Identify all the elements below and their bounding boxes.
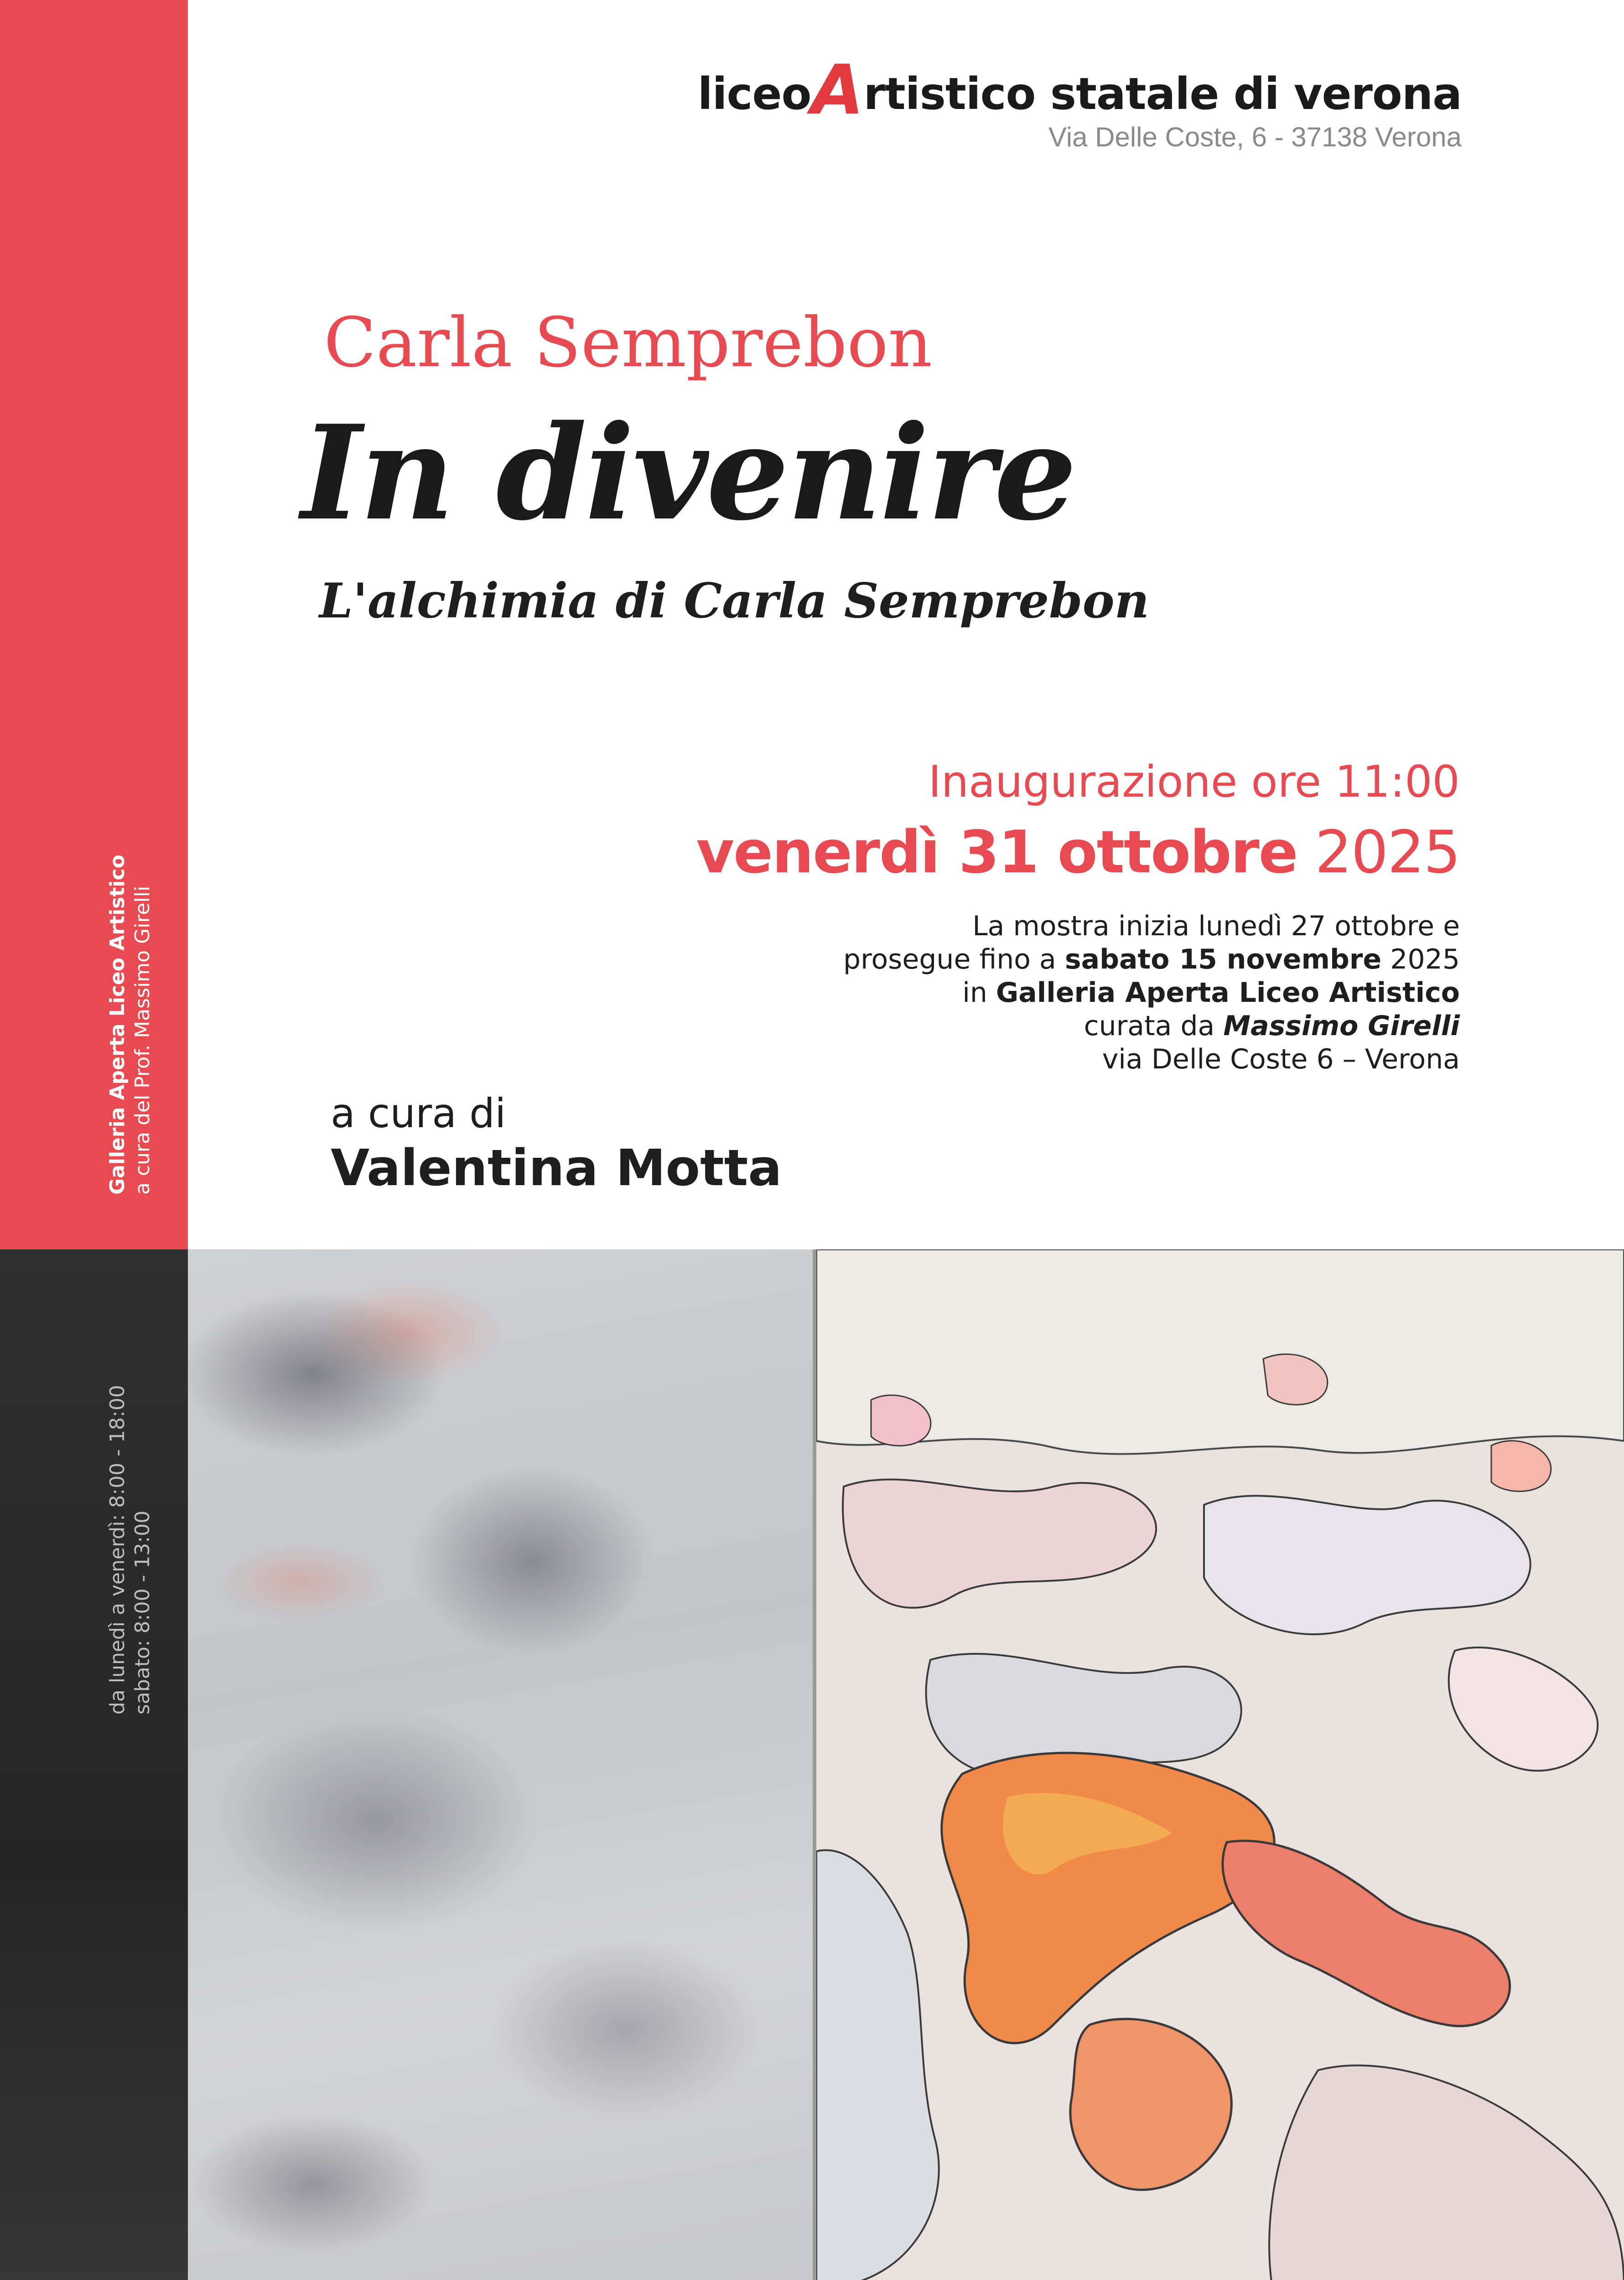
artwork-divider <box>813 1249 816 2280</box>
school-logo <box>697 51 1462 153</box>
artwork-right-panel <box>816 1249 1624 2280</box>
curator-block <box>331 1090 782 1197</box>
artwork-left-panel <box>188 1249 813 2280</box>
info-line-3: in Galleria Aperta Liceo Artistico <box>962 977 1460 1009</box>
logo-a-mark: A <box>811 51 864 130</box>
info-line-5: via Delle Coste 6 – Verona <box>1102 1043 1460 1075</box>
date-year: 2025 <box>1315 819 1460 886</box>
side-gallery-curator: a cura del Prof. Massimo Girelli <box>131 886 154 1195</box>
hours-weekday: da lunedì a venerdì: 8:00 - 18:00 <box>106 1385 129 1715</box>
side-gallery-name: Galleria Aperta Liceo Artistico <box>106 855 129 1195</box>
curator-name: Valentina Motta <box>331 1139 782 1197</box>
school-address: Via Delle Coste, 6 - 37138 Verona <box>1048 122 1462 152</box>
school-logo-wordmark: liceoArtistico statale di verona <box>697 51 1462 130</box>
side-band-dark <box>0 1249 188 2280</box>
side-opening-hours <box>105 1385 155 1715</box>
inauguration-time: Inaugurazione ore 11:00 <box>928 757 1460 807</box>
info-line-4: curata da Massimo Girelli <box>1084 1010 1460 1042</box>
side-band-red <box>0 0 188 1249</box>
artwork-image <box>188 1249 1624 2280</box>
exhibition-subtitle: L'alchimia di Carla Semprebon <box>319 572 1149 629</box>
inauguration-date <box>696 819 1460 886</box>
date-day: venerdì 31 ottobre <box>696 819 1297 886</box>
exhibition-info <box>843 910 1460 1076</box>
info-line-2: prosegue fino a sabato 15 novembre 2025 <box>843 943 1460 975</box>
curator-label: a cura di <box>331 1090 506 1137</box>
hours-saturday: sabato: 8:00 - 13:00 <box>131 1510 154 1715</box>
artist-name: Carla Semprebon <box>324 303 933 383</box>
info-line-1: La mostra inizia lunedì 27 ottobre e <box>972 910 1460 942</box>
side-gallery-info <box>105 855 155 1195</box>
exhibition-title: In divenire <box>301 397 1075 549</box>
